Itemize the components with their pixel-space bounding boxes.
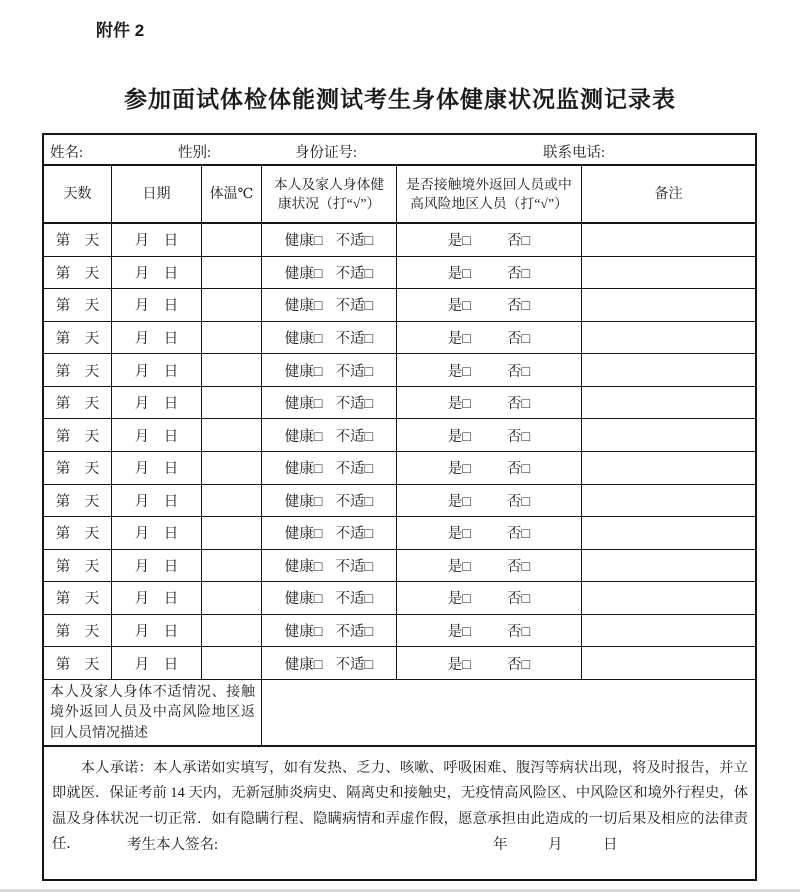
day-cell [44,354,112,386]
temperature-cell[interactable] [202,419,262,451]
day-cell [44,615,112,647]
remarks-cell[interactable] [582,289,755,321]
day-label: 第 天 [55,461,100,478]
table-row [44,387,755,420]
info-row [44,135,755,166]
unwell-checkbox[interactable]: 不适□ [335,526,374,543]
yes-checkbox[interactable]: 是□ [447,656,471,673]
date-label: 月 日 [134,526,179,543]
health-status-cell [262,387,397,419]
day-cell [44,419,112,451]
day-cell [44,582,112,614]
yes-checkbox[interactable]: 是□ [447,461,471,478]
healthy-checkbox[interactable]: 健康□ [284,591,323,608]
header-contact: 是否接触境外返回人员或中高风险地区人员（打“√”） [397,166,582,222]
healthy-checkbox[interactable]: 健康□ [284,396,323,413]
header-remarks: 备注 [654,186,683,202]
gender-label: 性别: [178,145,212,161]
yes-checkbox[interactable]: 是□ [447,363,471,380]
no-checkbox[interactable]: 否□ [507,558,531,575]
health-status-cell [262,224,397,256]
day-label: 第 天 [55,265,100,282]
yes-checkbox[interactable]: 是□ [447,493,471,510]
contact-cell [397,582,582,614]
unwell-checkbox[interactable]: 不适□ [335,461,374,478]
healthy-checkbox[interactable]: 健康□ [284,330,323,347]
remarks-cell[interactable] [582,485,755,517]
date-label: 月 日 [134,558,179,575]
date-label: 月 日 [134,233,179,250]
temperature-cell[interactable] [202,224,262,256]
yes-checkbox[interactable]: 是□ [447,558,471,575]
yes-checkbox[interactable]: 是□ [447,265,471,282]
temperature-cell[interactable] [202,354,262,386]
date-cell [112,419,202,451]
header-date: 日期 [112,166,202,222]
table-row [44,485,755,518]
health-status-cell [262,322,397,354]
header-days: 天数 [44,166,112,222]
healthy-checkbox[interactable]: 健康□ [284,265,323,282]
table-row [44,322,755,355]
health-status-cell [262,615,397,647]
temperature-cell[interactable] [202,387,262,419]
contact-cell [397,452,582,484]
healthy-checkbox[interactable]: 健康□ [284,363,323,380]
table-row [44,582,755,615]
unwell-checkbox[interactable]: 不适□ [335,558,374,575]
healthy-checkbox[interactable]: 健康□ [284,558,323,575]
temperature-cell[interactable] [202,615,262,647]
remarks-cell[interactable] [582,550,755,582]
id-number-label: 身份证号: [295,145,358,161]
date-cell [112,517,202,549]
health-status-cell [262,550,397,582]
header-temperature: 体温℃ [202,166,262,222]
yes-checkbox[interactable]: 是□ [447,298,471,315]
table-row [44,615,755,648]
remarks-cell[interactable] [582,257,755,289]
day-label: 第 天 [55,526,100,543]
table-row [44,517,755,550]
table-row [44,289,755,322]
no-checkbox[interactable]: 否□ [507,265,531,282]
day-cell [44,224,112,256]
contact-cell [397,419,582,451]
health-status-cell [262,647,397,679]
temperature-cell[interactable] [202,647,262,679]
day-cell [44,322,112,354]
no-checkbox[interactable]: 否□ [507,363,531,380]
table-row [44,452,755,485]
table-row [44,224,755,257]
contact-cell [397,517,582,549]
contact-cell [397,224,582,256]
unwell-checkbox[interactable]: 不适□ [335,330,374,347]
day-label: 第 天 [55,428,100,445]
contact-cell [397,257,582,289]
table-row [44,354,755,387]
temperature-cell[interactable] [202,289,262,321]
description-row [44,680,755,747]
name-label: 姓名: [50,145,84,161]
healthy-checkbox[interactable]: 健康□ [284,526,323,543]
healthy-checkbox[interactable]: 健康□ [284,461,323,478]
header-health-status: 本人及家人身体健康状况（打“√”） [262,166,397,222]
description-label: 本人及家人身体不适情况、接触境外返回人员及中高风险地区返回人员情况描述 [44,680,262,745]
date-label: 月 日 [134,265,179,282]
day-label: 第 天 [55,656,100,673]
temperature-cell[interactable] [202,485,262,517]
table-row [44,550,755,583]
yes-checkbox[interactable]: 是□ [447,330,471,347]
unwell-checkbox[interactable]: 不适□ [335,396,374,413]
healthy-checkbox[interactable]: 健康□ [284,233,323,250]
date-cell [112,550,202,582]
temperature-cell[interactable] [202,322,262,354]
healthy-checkbox[interactable]: 健康□ [284,624,323,641]
day-cell [44,387,112,419]
date-cell [112,485,202,517]
no-checkbox[interactable]: 否□ [507,396,531,413]
phone-label: 联系电话: [543,145,606,161]
health-status-cell [262,289,397,321]
yes-checkbox[interactable]: 是□ [447,233,471,250]
date-cell [112,322,202,354]
description-field[interactable] [262,680,755,745]
no-checkbox[interactable]: 否□ [507,428,531,445]
no-checkbox[interactable]: 否□ [507,298,531,315]
contact-cell [397,322,582,354]
no-checkbox[interactable]: 否□ [507,330,531,347]
contact-cell [397,354,582,386]
unwell-checkbox[interactable]: 不适□ [335,363,374,380]
date-cell [112,257,202,289]
remarks-cell[interactable] [582,387,755,419]
table-row [44,419,755,452]
no-checkbox[interactable]: 否□ [507,591,531,608]
date-cell [112,452,202,484]
month-label: 月 [548,836,563,853]
attachment-label: 附件 2 [96,21,145,40]
commitment-text: 本人承诺：本人承诺如实填写，如有发热、乏力、咳嗽、呼吸困难、腹泻等病状出现，将及时报告，并立即就医．保证考前 14 天内，无新冠肺炎病史、隔离史和接触史，无疫情高风险区、中风险区和境外行程史，体温及身体状况一切正常．如有隐瞒行程、隐瞒病情和弄虚作假，愿意承担由此造成的一切后果及相应的法律责任． [52,759,748,853]
day-label: 第 天 [55,624,100,641]
healthy-checkbox[interactable]: 健康□ [284,298,323,315]
healthy-checkbox[interactable]: 健康□ [284,493,323,510]
day-label: 第 天 [55,493,100,510]
no-checkbox[interactable]: 否□ [507,656,531,673]
table-row [44,647,755,680]
day-label: 第 天 [55,363,100,380]
no-checkbox[interactable]: 否□ [507,624,531,641]
date-label: 月 日 [134,363,179,380]
contact-cell [397,289,582,321]
yes-checkbox[interactable]: 是□ [447,591,471,608]
table-row [44,257,755,290]
yes-checkbox[interactable]: 是□ [447,526,471,543]
page-title: 参加面试体检体能测试考生身体健康状况监测记录表 [124,87,676,112]
unwell-checkbox[interactable]: 不适□ [335,656,374,673]
date-cell [112,289,202,321]
contact-cell [397,485,582,517]
health-monitoring-form [42,133,757,881]
healthy-checkbox[interactable]: 健康□ [284,656,323,673]
health-status-cell [262,517,397,549]
unwell-checkbox[interactable]: 不适□ [335,233,374,250]
temperature-cell[interactable] [202,452,262,484]
yes-checkbox[interactable]: 是□ [447,624,471,641]
contact-cell [397,550,582,582]
date-label: 月 日 [134,656,179,673]
date-label: 月 日 [134,428,179,445]
contact-cell [397,387,582,419]
day-label: 第 天 [55,558,100,575]
signature-line [44,833,755,853]
signature-label: 考生本人签名: [127,836,219,853]
health-status-cell [262,354,397,386]
remarks-cell[interactable] [582,322,755,354]
day-cell [44,517,112,549]
table-body [44,224,755,680]
health-status-cell [262,257,397,289]
day-label: 第 天 [55,396,100,413]
temperature-cell[interactable] [202,257,262,289]
date-cell [112,387,202,419]
healthy-checkbox[interactable]: 健康□ [284,428,323,445]
contact-cell [397,647,582,679]
day-label: 第 天 [55,233,100,250]
unwell-checkbox[interactable]: 不适□ [335,624,374,641]
day-label: 第 天 [55,591,100,608]
remarks-cell[interactable] [582,224,755,256]
remarks-cell[interactable] [582,354,755,386]
yes-checkbox[interactable]: 是□ [447,396,471,413]
date-cell [112,647,202,679]
remarks-cell[interactable] [582,582,755,614]
day-label: 日 [603,836,618,853]
no-checkbox[interactable]: 否□ [507,493,531,510]
unwell-checkbox[interactable]: 不适□ [335,591,374,608]
unwell-checkbox[interactable]: 不适□ [335,428,374,445]
no-checkbox[interactable]: 否□ [507,461,531,478]
day-cell [44,647,112,679]
remarks-cell[interactable] [582,517,755,549]
day-cell [44,550,112,582]
day-cell [44,485,112,517]
day-label: 第 天 [55,298,100,315]
remarks-cell[interactable] [582,615,755,647]
no-checkbox[interactable]: 否□ [507,233,531,250]
date-cell [112,615,202,647]
table-header-row [44,166,755,224]
date-cell [112,224,202,256]
temperature-cell[interactable] [202,517,262,549]
temperature-cell[interactable] [202,550,262,582]
unwell-checkbox[interactable]: 不适□ [335,265,374,282]
health-status-cell [262,485,397,517]
unwell-checkbox[interactable]: 不适□ [335,298,374,315]
day-label: 第 天 [55,330,100,347]
day-cell [44,257,112,289]
date-label: 月 日 [134,591,179,608]
date-label: 月 日 [134,298,179,315]
date-label: 月 日 [134,493,179,510]
health-status-cell [262,582,397,614]
temperature-cell[interactable] [202,582,262,614]
date-cell [112,582,202,614]
day-cell [44,289,112,321]
unwell-checkbox[interactable]: 不适□ [335,493,374,510]
remarks-cell[interactable] [582,452,755,484]
year-label: 年 [493,836,508,853]
commitment-section [44,747,755,877]
remarks-cell[interactable] [582,647,755,679]
date-label: 月 日 [134,396,179,413]
date-cell [112,354,202,386]
date-label: 月 日 [134,330,179,347]
date-label: 月 日 [134,624,179,641]
remarks-cell[interactable] [582,419,755,451]
contact-cell [397,615,582,647]
health-status-cell [262,452,397,484]
health-status-cell [262,419,397,451]
date-label: 月 日 [134,461,179,478]
no-checkbox[interactable]: 否□ [507,526,531,543]
day-cell [44,452,112,484]
yes-checkbox[interactable]: 是□ [447,428,471,445]
